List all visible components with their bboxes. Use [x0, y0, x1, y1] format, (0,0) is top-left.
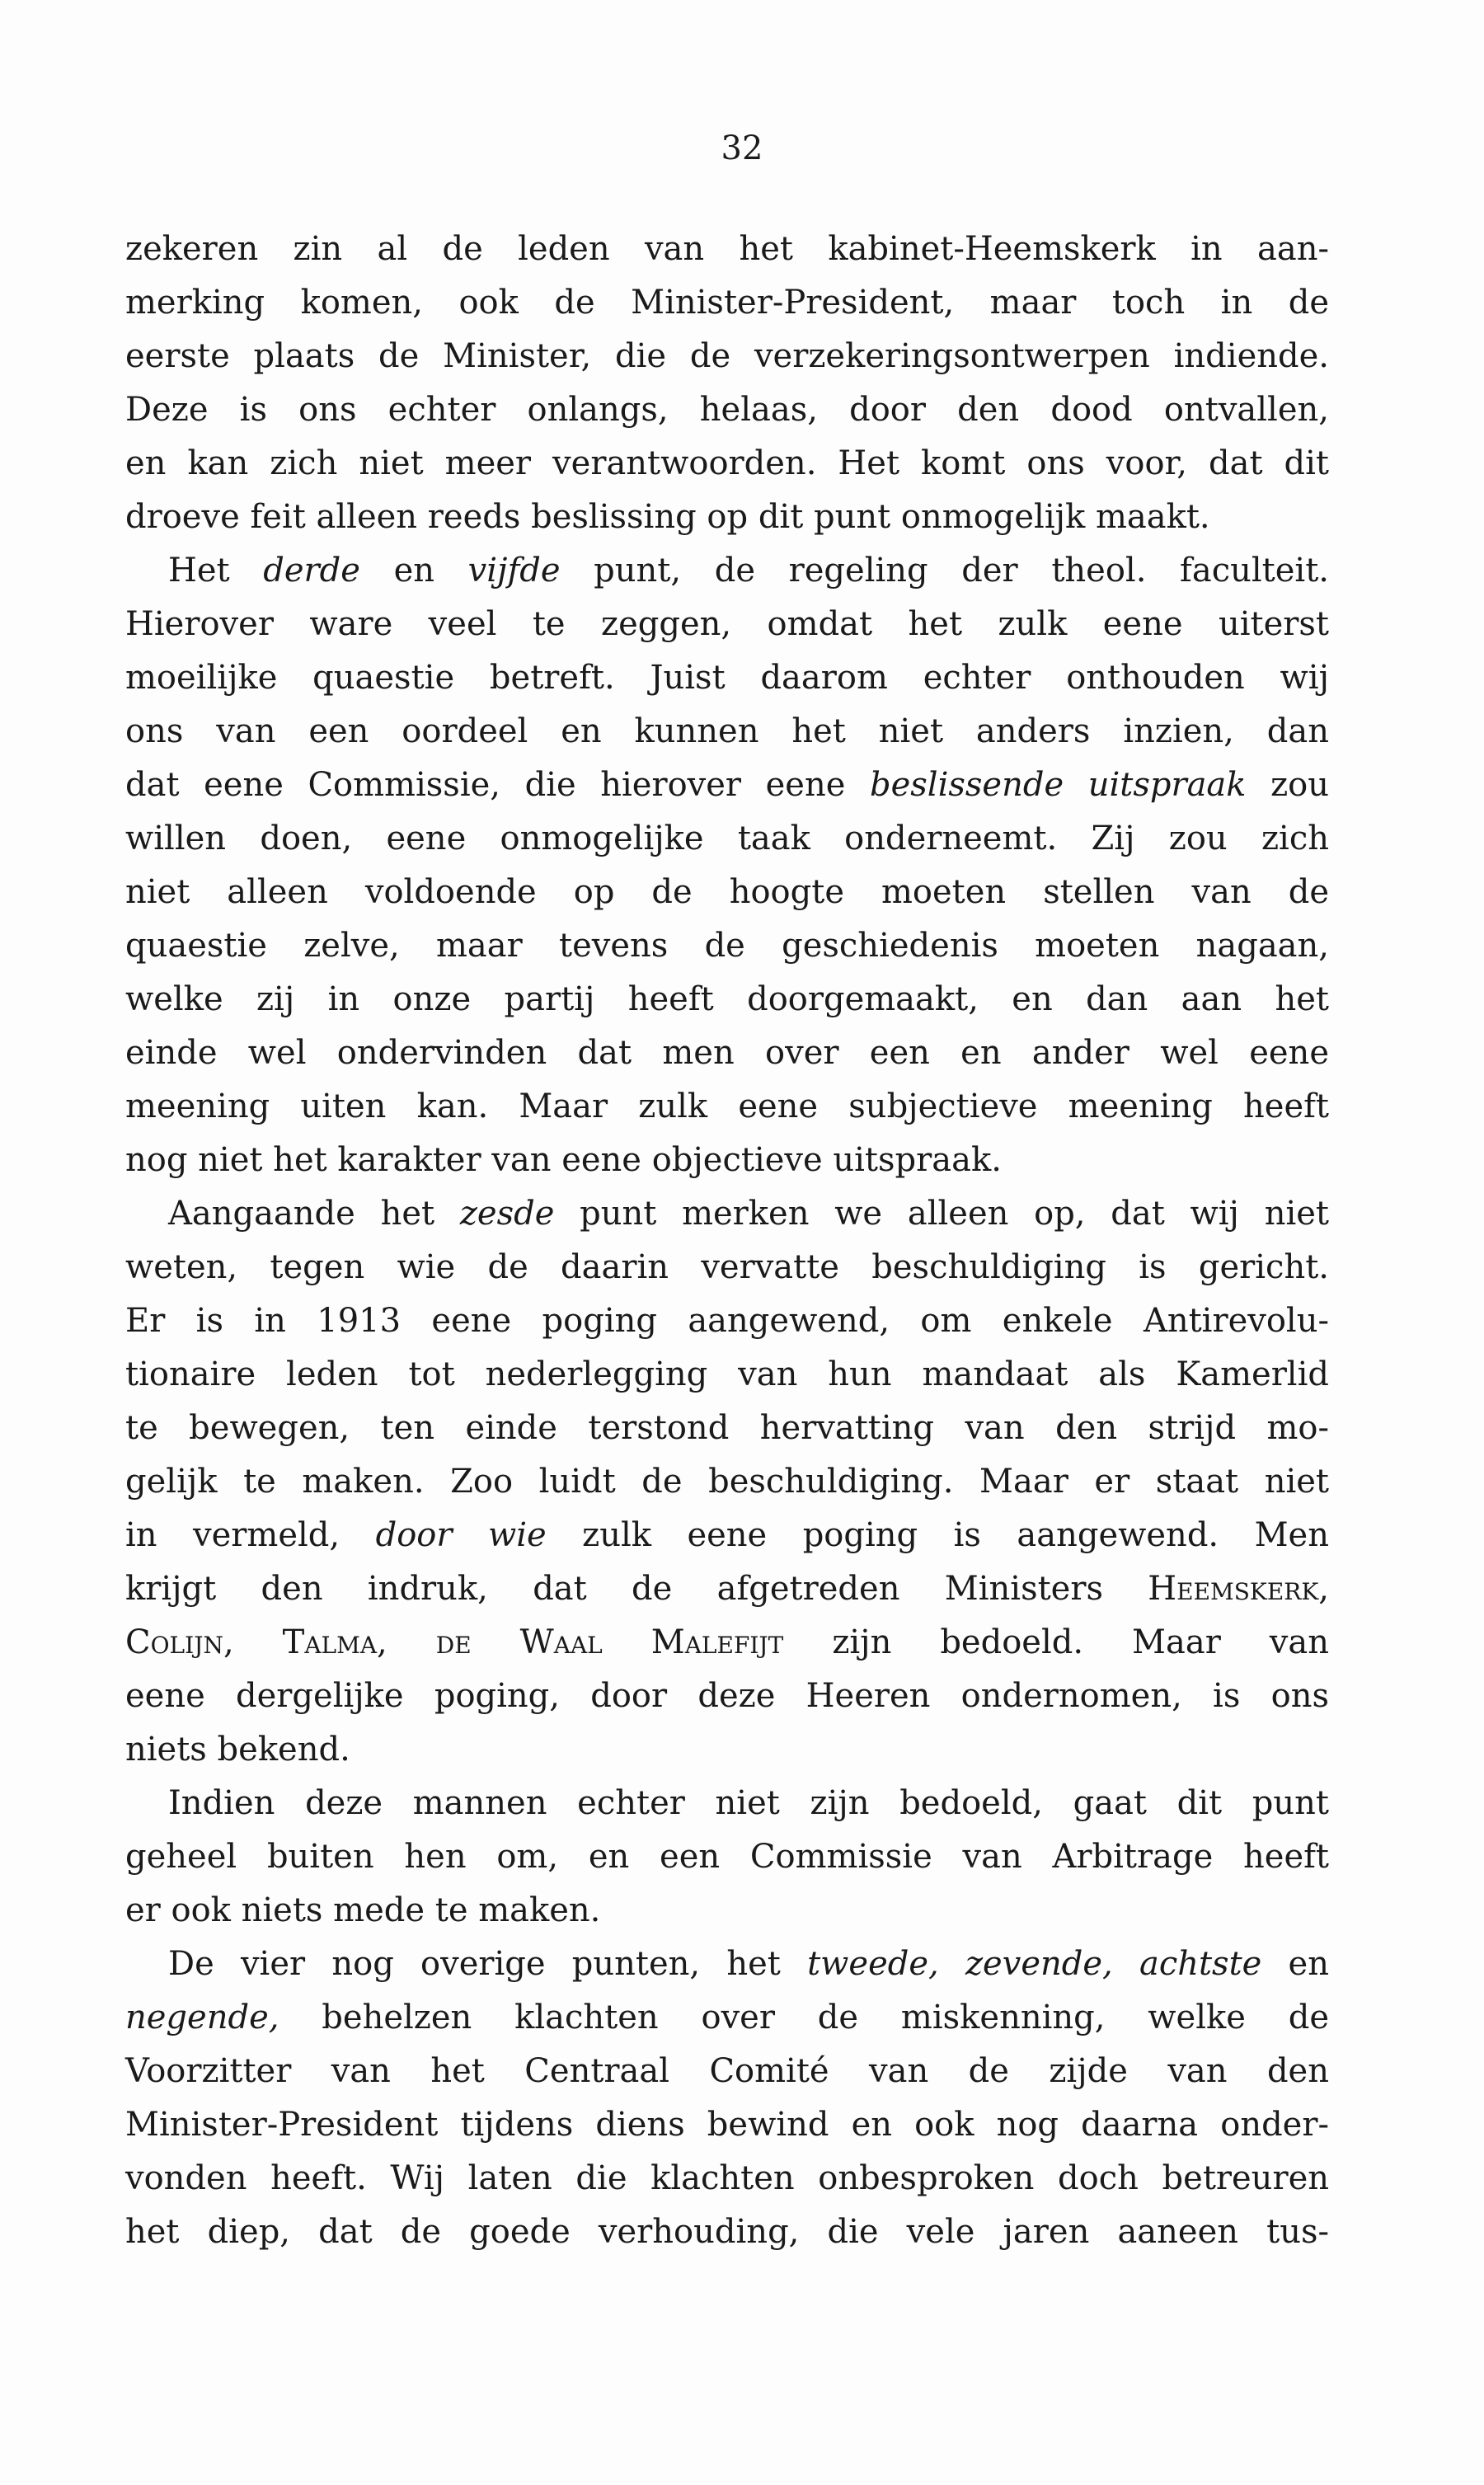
text-segment: Minister-President tijdens diens bewind en ook nog daarna onder-	[125, 2106, 1329, 2144]
text-line	[125, 1402, 1329, 1455]
text-line	[125, 1294, 1329, 1348]
text-line	[125, 1777, 1329, 1830]
text-segment: punt merken we alleen op, dat wij niet	[554, 1195, 1329, 1233]
text-line	[125, 651, 1329, 705]
text-segment: quaestie zelve, maar tevens de geschiedenis moeten nagaan,	[125, 927, 1329, 965]
text-segment: droeve feit alleen reeds beslissing op dit punt onmogelijk maakt.	[125, 498, 1210, 536]
small-caps-name: de Waal Malefijt	[435, 1623, 784, 1661]
small-caps-name: Talma	[282, 1623, 378, 1661]
text-segment: moeilijke quaestie betreft. Juist daarom echter onthouden wij	[125, 659, 1329, 697]
text-line	[125, 1134, 1329, 1187]
text-segment: welke zij in onze partij heeft doorgemaakt, en dan aan het	[125, 980, 1329, 1018]
text-line	[125, 1562, 1329, 1616]
text-segment: en kan zich niet meer verantwoorden. Het komt ons voor, dat dit	[125, 444, 1329, 482]
text-segment: geheel buiten hen om, en een Commissie van Arbitrage heeft	[125, 1838, 1329, 1876]
text-segment: Het	[168, 552, 264, 590]
text-segment: vonden heeft. Wij laten die klachten onbesproken doch betreuren	[125, 2159, 1329, 2197]
text-segment: einde wel ondervinden dat men over een en ander wel eene	[125, 1034, 1329, 1072]
text-line	[125, 973, 1329, 1026]
italic-text: negende,	[125, 1999, 279, 2036]
italic-text: tweede, zevende, achtste	[807, 1945, 1262, 1983]
text-line	[125, 866, 1329, 919]
text-segment: in vermeld,	[125, 1516, 376, 1554]
text-line	[125, 2098, 1329, 2152]
text-segment: punt, de regeling der theol. faculteit.	[560, 552, 1329, 590]
text-segment: eene dergelijke poging, door deze Heeren ondernomen, is ons	[125, 1677, 1329, 1715]
text-line	[125, 2152, 1329, 2205]
text-segment: Indien deze mannen echter niet zijn bedoeld, gaat dit punt	[168, 1784, 1329, 1822]
text-segment: nog niet het karakter van eene objectieve uitspraak.	[125, 1141, 1002, 1179]
text-segment: Hierover ware veel te zeggen, omdat het zulk eene uiterst	[125, 605, 1329, 643]
italic-text: door wie	[375, 1516, 547, 1554]
page-number: 32	[721, 129, 763, 167]
italic-text: zesde	[459, 1195, 555, 1233]
italic-text: beslissende uitspraak	[869, 766, 1247, 804]
text-line	[125, 1616, 1329, 1670]
italic-text: vijfde	[467, 552, 561, 590]
text-segment: niets bekend.	[125, 1731, 350, 1769]
text-segment: zou	[1246, 766, 1330, 804]
text-line	[125, 1080, 1329, 1134]
text-segment: willen doen, eene onmogelijke taak onderneemt. Zij zou zich	[125, 820, 1329, 857]
text-segment: te bewegen, ten einde terstond hervatting van den strijd mo-	[125, 1409, 1329, 1447]
text-segment: zekeren zin al de leden van het kabinet-Heemskerk in aan-	[125, 230, 1329, 268]
text-line	[125, 544, 1329, 598]
text-line	[125, 1938, 1329, 1991]
body-text	[125, 223, 1329, 2259]
text-line	[125, 330, 1329, 383]
text-line	[125, 919, 1329, 973]
text-line	[125, 1187, 1329, 1241]
text-line	[125, 383, 1329, 437]
text-line	[125, 1348, 1329, 1402]
text-segment: krijgt den indruk, dat de afgetreden Ministers	[125, 1570, 1148, 1608]
text-segment: Aangaande het	[168, 1195, 460, 1233]
text-line	[125, 1830, 1329, 1884]
text-segment: Deze is ons echter onlangs, helaas, door den dood ontvallen,	[125, 391, 1329, 429]
text-segment: behelzen klachten over de miskenning, welke de	[279, 1999, 1329, 2036]
text-segment: weten, tegen wie de daarin vervatte beschuldiging is gericht.	[125, 1248, 1329, 1286]
text-segment: meening uiten kan. Maar zulk eene subjectieve meening heeft	[125, 1087, 1329, 1125]
small-caps-name: Colijn	[125, 1623, 223, 1661]
text-segment: ons van een oordeel en kunnen het niet anders inzien, dan	[125, 712, 1329, 750]
text-line	[125, 1670, 1329, 1723]
text-line	[125, 1884, 1329, 1938]
text-segment: gelijk te maken. Zoo luidt de beschuldiging. Maar er staat niet	[125, 1463, 1329, 1501]
text-line	[125, 1455, 1329, 1509]
text-segment: het diep, dat de goede verhouding, die vele jaren aaneen tus-	[125, 2213, 1329, 2251]
text-segment: en	[359, 552, 468, 590]
text-segment: merking komen, ook de Minister-President, maar toch in de	[125, 284, 1329, 322]
italic-text: derde	[263, 552, 360, 590]
text-segment: en	[1261, 1945, 1329, 1983]
text-segment: tionaire leden tot nederlegging van hun mandaat als Kamerlid	[125, 1355, 1329, 1393]
text-segment: zulk eene poging is aangewend. Men	[546, 1516, 1329, 1554]
text-segment: dat eene Commissie, die hierover eene	[125, 766, 870, 804]
text-segment: eerste plaats de Minister, die de verzekeringsontwerpen indiende.	[125, 337, 1329, 375]
text-line	[125, 705, 1329, 759]
text-line	[125, 759, 1329, 812]
text-segment: zijn bedoeld. Maar van	[783, 1623, 1330, 1661]
text-line	[125, 1241, 1329, 1294]
text-line	[125, 1026, 1329, 1080]
text-segment: er ook niets mede te maken.	[125, 1891, 601, 1929]
text-line	[125, 1509, 1329, 1562]
text-line	[125, 2205, 1329, 2259]
text-line	[125, 1991, 1329, 2045]
text-line	[125, 2045, 1329, 2098]
text-line	[125, 491, 1329, 544]
text-line	[125, 812, 1329, 866]
text-segment: Er is in 1913 eene poging aangewend, om enkele Antirevolu-	[125, 1302, 1329, 1340]
text-line	[125, 598, 1329, 651]
text-segment: niet alleen voldoende op de hoogte moeten stellen van de	[125, 873, 1329, 911]
text-segment: ,	[223, 1623, 283, 1661]
text-segment: De vier nog overige punten, het	[168, 1945, 808, 1983]
text-line	[125, 223, 1329, 276]
small-caps-name: Heemskerk	[1148, 1570, 1319, 1608]
text-segment: ,	[377, 1623, 436, 1661]
text-segment: Voorzitter van het Centraal Comité van de zijde van den	[125, 2052, 1329, 2090]
text-segment: ,	[1318, 1570, 1329, 1608]
text-line	[125, 1723, 1329, 1777]
text-line	[125, 437, 1329, 491]
text-line	[125, 276, 1329, 330]
